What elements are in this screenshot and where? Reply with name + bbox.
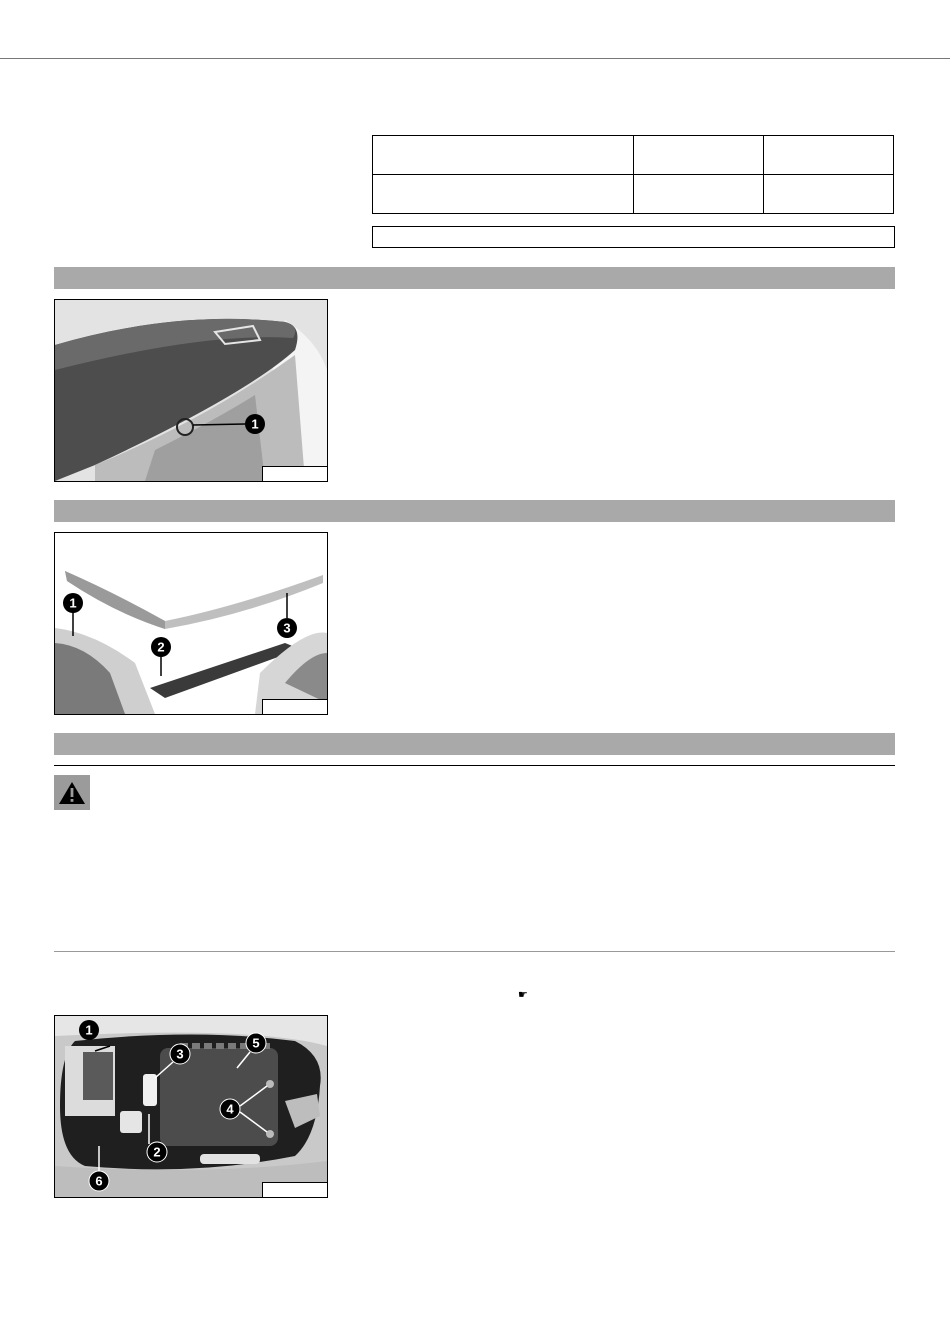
callout-number: 4 bbox=[226, 1101, 234, 1117]
table-cell bbox=[634, 175, 764, 214]
table-cell bbox=[764, 175, 894, 214]
figure-seat-mounting-photo bbox=[54, 532, 328, 715]
section-heading-bar bbox=[54, 267, 895, 289]
callout-number: 3 bbox=[283, 620, 291, 636]
battery-compartment-illustration bbox=[55, 1016, 327, 1197]
figure-seat-lock-photo bbox=[54, 299, 328, 482]
callout-number: 2 bbox=[157, 639, 165, 655]
callout-number: 6 bbox=[95, 1173, 103, 1189]
table-cell bbox=[373, 136, 634, 175]
table-row bbox=[373, 136, 894, 175]
figure-code bbox=[262, 466, 327, 481]
pointing-hand-icon: ☛ bbox=[518, 989, 528, 1001]
figure-code bbox=[262, 699, 327, 714]
callout-number: 1 bbox=[251, 416, 259, 432]
callout-number: 3 bbox=[176, 1046, 184, 1062]
callout-number: 1 bbox=[69, 595, 77, 611]
callout-number: 5 bbox=[252, 1035, 260, 1051]
figure-code bbox=[262, 1182, 327, 1197]
callout-number: 1 bbox=[85, 1022, 93, 1038]
note-box bbox=[372, 226, 895, 248]
table-cell bbox=[373, 175, 634, 214]
table-cell bbox=[634, 136, 764, 175]
specification-table bbox=[372, 135, 894, 214]
figure-battery-compartment-photo bbox=[54, 1015, 328, 1198]
warning-triangle-icon bbox=[54, 775, 90, 810]
seat-illustration bbox=[55, 300, 327, 481]
section-heading-bar bbox=[54, 500, 895, 522]
table-row bbox=[373, 175, 894, 214]
seat-mounting-illustration bbox=[55, 533, 327, 714]
callout-number: 2 bbox=[153, 1144, 161, 1160]
table-cell bbox=[764, 136, 894, 175]
warning-top-rule bbox=[54, 765, 895, 766]
section-heading-bar bbox=[54, 733, 895, 755]
page-header-rule bbox=[0, 58, 950, 59]
warning-bottom-rule bbox=[54, 951, 895, 952]
